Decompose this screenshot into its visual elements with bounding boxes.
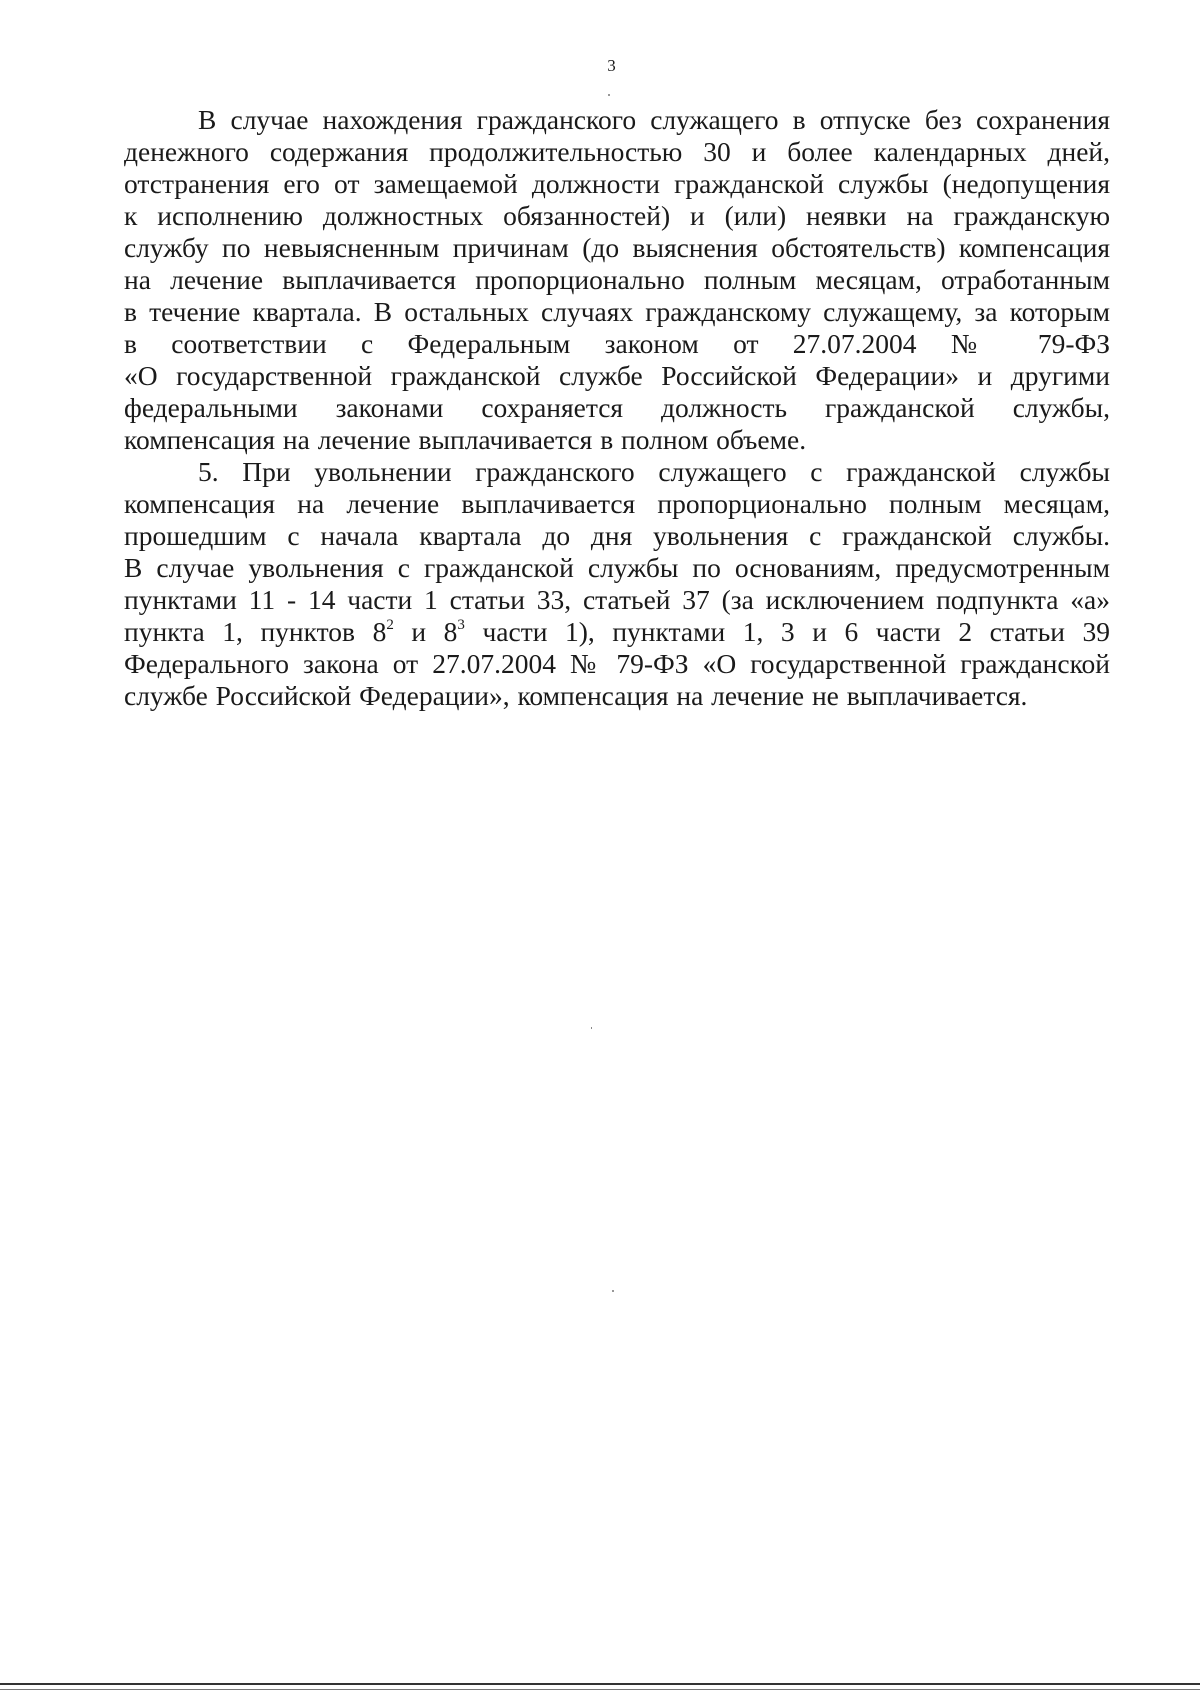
text-line: «О государственной гражданской службе Российской Федерации» и другими — [124, 360, 1110, 391]
document-body — [124, 104, 1110, 712]
text-line: компенсация на лечение выплачивается пропорционально полным месяцам, — [124, 488, 1110, 519]
text-line: отстранения его от замещаемой должности гражданской службы (недопущения — [124, 168, 1110, 199]
text-fragment: пункта 1, пунктов 8 — [124, 616, 387, 647]
text-line: на лечение выплачивается пропорционально полным месяцам, отработанным — [124, 264, 1110, 295]
text-line: В случае увольнения с гражданской службы по основаниям, предусмотренным — [124, 552, 1110, 583]
text-line: службу по невыясненным причинам (до выяснения обстоятельств) компенсация — [124, 232, 1110, 263]
paragraph-vacation-compensation — [124, 104, 1110, 456]
text-fragment: части 1), пунктами 1, 3 и 6 части 2 статьи 39 — [464, 616, 1110, 647]
text-line: 5. При увольнении гражданского служащего с гражданской службы — [198, 456, 1110, 487]
text-line: к исполнению должностных обязанностей) и (или) неявки на гражданскую — [124, 200, 1110, 231]
scan-speck — [612, 1290, 614, 1292]
text-line: компенсация на лечение выплачивается в полном объеме. — [124, 424, 807, 455]
page-number: 3 — [607, 56, 616, 75]
bottom-edge-line — [0, 1689, 1200, 1690]
scan-speck — [608, 94, 610, 96]
bottom-edge-line — [0, 1683, 1200, 1685]
text-line: прошедшим с начала квартала до дня увольнения с гражданской службы. — [124, 520, 1110, 551]
text-line: в течение квартала. В остальных случаях гражданскому служащему, за которым — [124, 296, 1110, 327]
text-fragment: и 8 — [393, 616, 458, 647]
text-line: федеральными законами сохраняется должность гражданской службы, — [124, 392, 1110, 423]
superscript: 3 — [457, 616, 465, 633]
text-line: Федерального закона от 27.07.2004 № 79-ФЗ «О государственной гражданской — [124, 648, 1110, 679]
superscript: 2 — [386, 616, 394, 633]
text-line: пунктами 11 - 14 части 1 статьи 33, статьей 37 (за исключением подпункта «а» — [124, 584, 1110, 615]
text-line: службе Российской Федерации», компенсация на лечение не выплачивается. — [124, 680, 1028, 711]
text-line: в соответствии с Федеральным законом от 27.07.2004 № 79-ФЗ — [124, 328, 1110, 359]
text-line: В случае нахождения гражданского служащего в отпуске без сохранения — [198, 104, 1110, 135]
text-line-with-superscripts — [124, 616, 1110, 648]
text-line: денежного содержания продолжительностью 30 и более календарных дней, — [124, 136, 1110, 167]
scan-speck — [591, 1027, 592, 1029]
paragraph-dismissal-compensation — [124, 456, 1110, 712]
